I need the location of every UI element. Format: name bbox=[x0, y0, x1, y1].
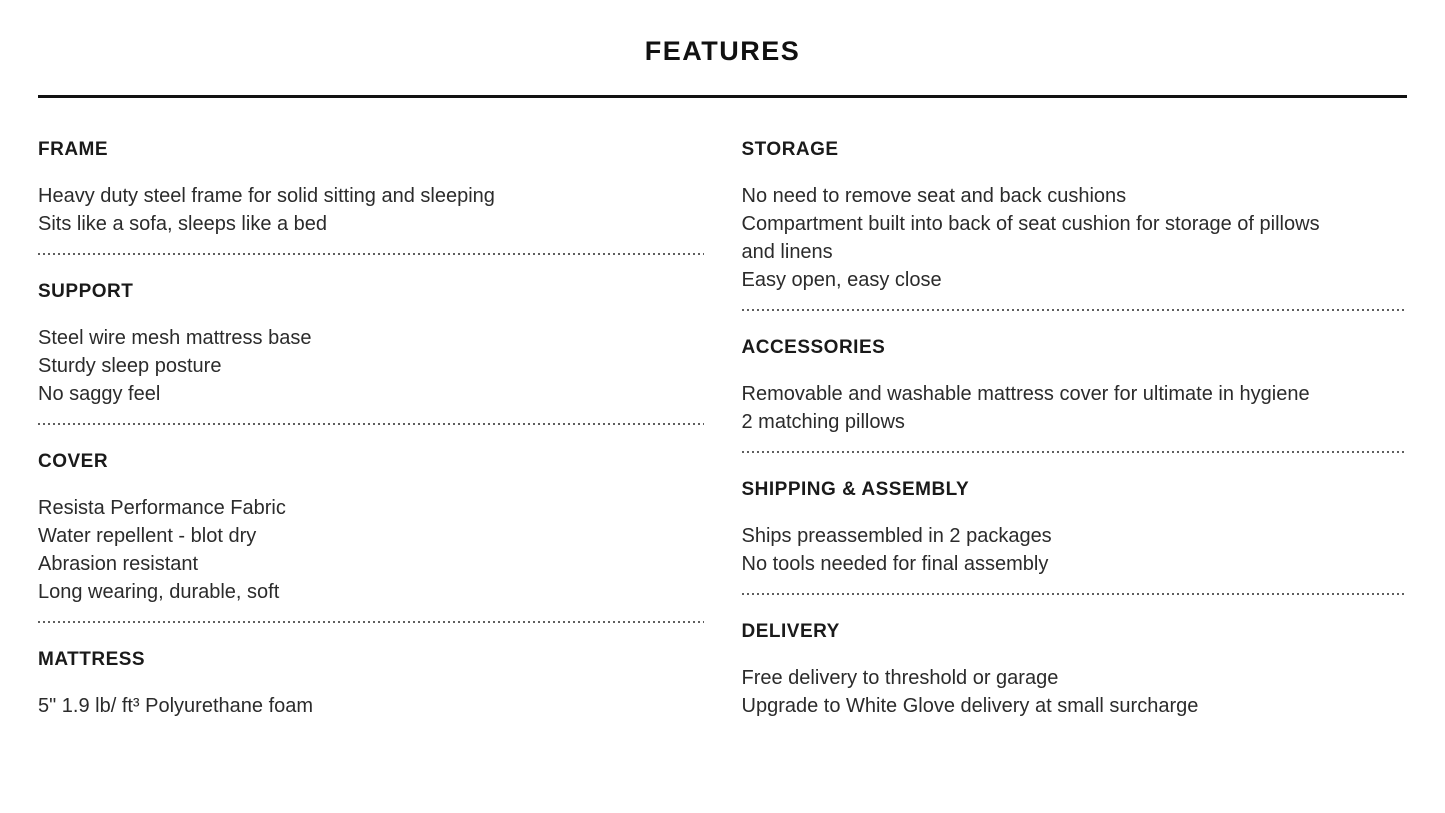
section-heading: MATTRESS bbox=[38, 649, 146, 670]
title-rule bbox=[38, 95, 1407, 98]
section-heading: SUPPORT bbox=[38, 281, 134, 302]
page-title: FEATURES bbox=[644, 36, 801, 66]
feature-line: Easy open, easy close bbox=[741, 269, 942, 291]
section-divider bbox=[742, 593, 1408, 595]
section-support bbox=[38, 280, 704, 425]
feature-line: No need to remove seat and back cushions bbox=[741, 185, 1127, 207]
section-divider bbox=[742, 451, 1408, 453]
feature-line: Sits like a sofa, sleeps like a bed bbox=[38, 213, 328, 235]
section-heading: SHIPPING & ASSEMBLY bbox=[741, 479, 970, 500]
section-divider bbox=[742, 309, 1408, 311]
feature-line: Water repellent - blot dry bbox=[38, 525, 257, 547]
feature-line: No tools needed for final assembly bbox=[741, 553, 1049, 575]
feature-line: Steel wire mesh mattress base bbox=[38, 327, 312, 349]
section-heading: STORAGE bbox=[741, 139, 839, 160]
features-columns bbox=[38, 138, 1407, 720]
feature-line: Compartment built into back of seat cushion for storage of pillows and linens bbox=[741, 213, 1320, 263]
section-heading: DELIVERY bbox=[741, 621, 840, 642]
feature-line: 5" 1.9 lb/ ft³ Polyurethane foam bbox=[38, 695, 314, 717]
feature-line: Upgrade to White Glove delivery at small surcharge bbox=[741, 695, 1199, 717]
section-accessories bbox=[742, 336, 1408, 453]
feature-line: Free delivery to threshold or garage bbox=[741, 667, 1059, 689]
features-page bbox=[0, 36, 1445, 813]
section-divider bbox=[38, 423, 704, 425]
feature-line: No saggy feel bbox=[38, 383, 161, 405]
section-mattress bbox=[38, 648, 704, 720]
feature-line: 2 matching pillows bbox=[741, 411, 905, 433]
section-shipping-assembly bbox=[742, 478, 1408, 595]
feature-line: Heavy duty steel frame for solid sitting and sleeping bbox=[38, 185, 495, 207]
section-divider bbox=[38, 253, 704, 255]
section-storage bbox=[742, 138, 1408, 311]
feature-line: Resista Performance Fabric bbox=[38, 497, 286, 519]
section-heading: ACCESSORIES bbox=[741, 337, 886, 358]
section-heading: COVER bbox=[38, 451, 109, 472]
feature-line: Abrasion resistant bbox=[38, 553, 199, 575]
section-divider bbox=[38, 621, 704, 623]
feature-line: Sturdy sleep posture bbox=[38, 355, 222, 377]
section-delivery bbox=[742, 620, 1408, 720]
right-column bbox=[742, 138, 1408, 720]
feature-line: Removable and washable mattress cover for ultimate in hygiene bbox=[741, 383, 1310, 405]
left-column bbox=[38, 138, 704, 720]
feature-line: Long wearing, durable, soft bbox=[38, 581, 280, 603]
section-frame bbox=[38, 138, 704, 255]
section-heading: FRAME bbox=[38, 139, 109, 160]
feature-line: Ships preassembled in 2 packages bbox=[741, 525, 1052, 547]
section-cover bbox=[38, 450, 704, 623]
